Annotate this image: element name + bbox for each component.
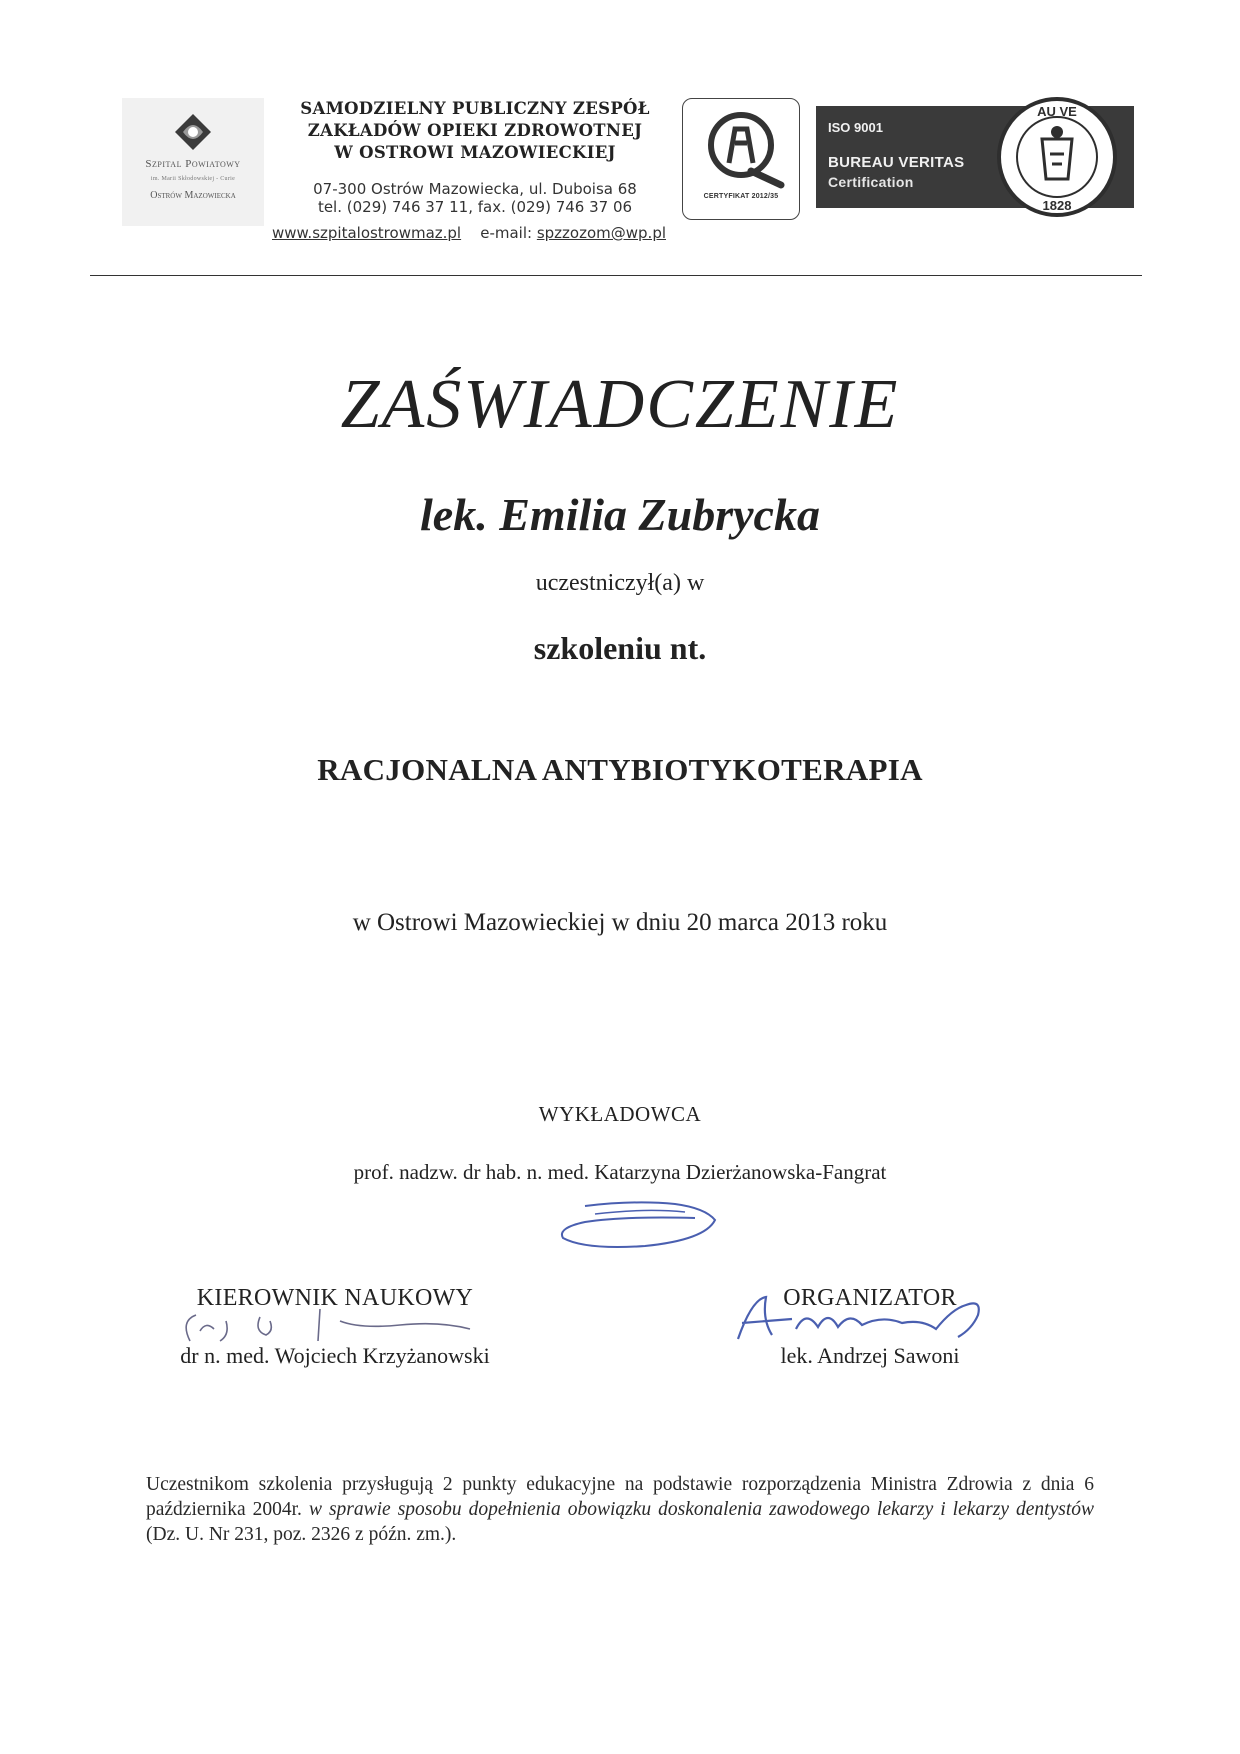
training-title: RACJONALNA ANTYBIOTYKOTERAPIA xyxy=(317,752,923,787)
scientific-head-name: dr n. med. Wojciech Krzyżanowski xyxy=(180,1343,490,1368)
email-link[interactable]: spzzozom@wp.pl xyxy=(536,224,667,242)
org-name-line-1: SAMODZIELNY PUBLICZNY ZESPÓŁ xyxy=(300,99,650,118)
scientific-head-block xyxy=(130,1283,540,1369)
hospital-emblem-icon xyxy=(173,112,213,152)
svg-text:1828: 1828 xyxy=(1042,198,1072,213)
footnote-citation: (Dz. U. Nr 231, poz. 2326 z późn. zm.). xyxy=(146,1524,457,1545)
organization-block xyxy=(275,98,675,216)
organizer-signature xyxy=(732,1289,1032,1349)
bureau-veritas-badge xyxy=(816,104,1134,213)
hospital-logo-patron: im. Marii Skłodowskiej - Curie xyxy=(150,176,236,182)
certificate-title: ZAŚWIADCZENIE xyxy=(340,366,900,443)
quality-q-icon xyxy=(695,109,787,191)
bv-certification-label: Certification xyxy=(828,174,914,190)
svg-text:AU VE: AU VE xyxy=(1037,104,1077,119)
footnote-main: Uczestnikom szkolenia przysługują 2 punkty edukacyjne na podstawie rozporządzenia Ministra Zdrowia z dnia 6 października 2004r. xyxy=(146,1474,1094,1520)
bv-name-label: BUREAU VERITAS xyxy=(828,154,965,171)
organizer-label: ORGANIZATOR xyxy=(783,1285,957,1311)
org-address: 07-300 Ostrów Mazowiecka, ul. Duboisa 68 xyxy=(313,180,637,198)
organizer-block xyxy=(740,1283,1000,1369)
training-intro: szkoleniu nt. xyxy=(533,630,707,666)
recipient-name: lek. Emilia Zubrycka xyxy=(420,489,820,540)
org-name-line-2: ZAKŁADÓW OPIEKI ZDROWOTNEJ xyxy=(307,121,643,140)
bv-iso-label: ISO 9001 xyxy=(828,120,883,135)
org-name-line-3: W OSTROWI MAZOWIECKIEJ xyxy=(334,143,616,162)
org-contact-line xyxy=(272,224,692,242)
bureau-veritas-seal-icon xyxy=(992,94,1122,220)
org-phone: tel. (029) 746 37 11, fax. (029) 746 37 06 xyxy=(317,198,633,216)
website-link[interactable]: www.szpitalostrowmaz.pl xyxy=(272,224,462,242)
header-divider xyxy=(90,275,1142,276)
hospital-logo xyxy=(122,98,264,226)
organizer-name: lek. Andrzej Sawoni xyxy=(780,1343,960,1368)
email-label: e-mail: xyxy=(480,224,533,242)
quality-certificate-badge xyxy=(682,98,800,220)
place-and-date: w Ostrowi Mazowieckiej w dniu 20 marca 2013 roku xyxy=(352,909,888,936)
lecturer-name: prof. nadzw. dr hab. n. med. Katarzyna Dzierżanowska-Fangrat xyxy=(353,1160,887,1184)
hospital-logo-city: Ostrów Mazowiecka xyxy=(150,190,236,201)
lecturer-label: WYKŁADOWCA xyxy=(538,1102,702,1126)
scientific-head-label: KIEROWNIK NAUKOWY xyxy=(196,1285,474,1311)
scientific-head-signature xyxy=(170,1301,490,1353)
participation-text: uczestniczył(a) w xyxy=(535,570,705,596)
hospital-logo-name: Szpital Powiatowy xyxy=(145,158,241,170)
footnote xyxy=(146,1472,1094,1547)
lecturer-signature xyxy=(555,1198,725,1258)
certificate-number: CERTYFIKAT 2012/35 xyxy=(703,193,779,200)
footnote-regulation-title: w sprawie sposobu dopełnienia obowiązku doskonalenia zawodowego lekarzy i lekarzy dentystów xyxy=(308,1499,1094,1520)
